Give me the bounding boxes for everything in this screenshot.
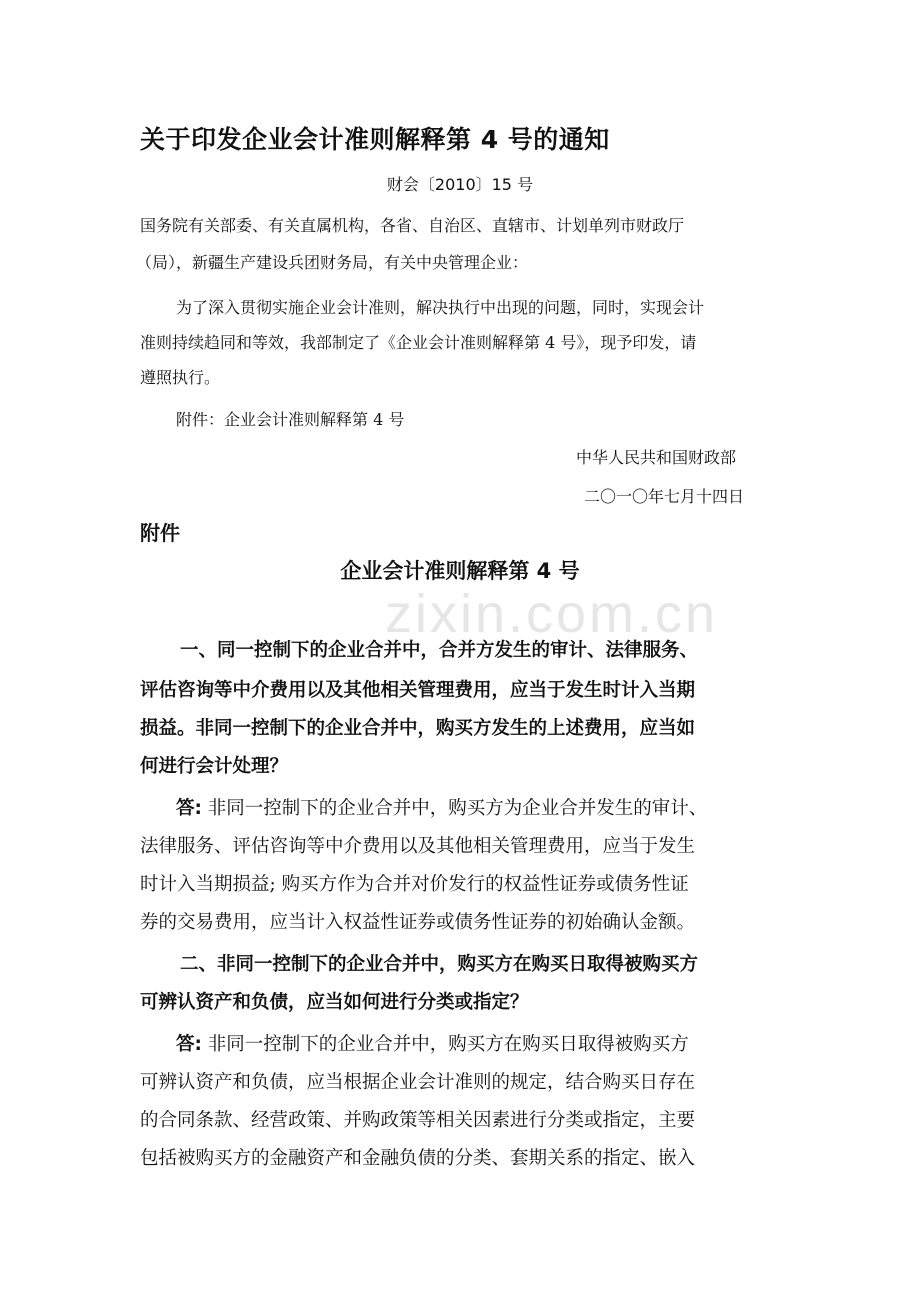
question-1-line: 评估咨询等中介费用以及其他相关管理费用，应当于发生时计入当期 bbox=[140, 680, 696, 701]
answer-label: 答: bbox=[176, 1034, 202, 1055]
answer-text: 非同一控制下的企业合并中，购买方为企业合并发生的审计、 bbox=[201, 798, 708, 819]
addressee bbox=[140, 208, 684, 244]
answer-2-line: 的合同条款、经营政策、并购政策等相关因素进行分类或指定，主要 bbox=[140, 1110, 696, 1131]
answer-1-line: 券的交易费用，应当计入权益性证券或债务性证券的初始确认金额。 bbox=[140, 912, 696, 933]
signature-org: 中华人民共和国财政部 bbox=[576, 448, 737, 467]
question-1-line: 损益。非同一控制下的企业合并中，购买方发生的上述费用，应当如 bbox=[140, 718, 696, 739]
answer-1-line: 时计入当期损益; 购买方作为合并对价发行的权益性证券或债务性证 bbox=[140, 874, 689, 895]
document-number: 财会〔2010〕15 号 bbox=[386, 175, 534, 194]
answer-2-line: 包括被购买方的金融资产和金融负债的分类、套期关系的指定、嵌入 bbox=[140, 1148, 696, 1169]
body-line: 准则持续趋同和等效，我部制定了《企业会计准则解释第 4 号》，现予印发，请 bbox=[140, 333, 697, 352]
watermark: zixin.com.cn bbox=[385, 584, 719, 644]
addressee-cont bbox=[136, 245, 528, 281]
answer-2-line bbox=[176, 1024, 689, 1066]
answer-1-line: 法律服务、评估咨询等中介费用以及其他相关管理费用，应当于发生 bbox=[140, 836, 696, 857]
body-paragraph-cont bbox=[140, 325, 696, 361]
body-line: 为了深入贯彻实施企业会计准则，解决执行中出现的问题，同时，实现会计 bbox=[176, 298, 705, 317]
annex-title: 企业会计准则解释第 4 号 bbox=[340, 559, 580, 583]
annex-heading: 附件 bbox=[140, 521, 180, 545]
document-title: 关于印发企业会计准则解释第 4 号的通知 bbox=[140, 125, 610, 154]
addressee-line: （局），新疆生产建设兵团财务局，有关中央管理企业： bbox=[136, 253, 529, 272]
body-paragraph bbox=[176, 290, 704, 326]
body-line: 遵照执行。 bbox=[140, 368, 221, 387]
addressee-line: 国务院有关部委、有关直属机构，各省、自治区、直辖市、计划单列市财政厅 bbox=[140, 216, 685, 235]
question-1-line: 一、同一控制下的企业合并中，合并方发生的审计、法律服务、 bbox=[180, 640, 699, 661]
question-2-line: 可辨认资产和负债，应当如何进行分类或指定？ bbox=[140, 992, 529, 1013]
answer-text: 非同一控制下的企业合并中，购买方在购买日取得被购买方 bbox=[201, 1034, 689, 1055]
answer-1-line bbox=[176, 788, 707, 830]
body-paragraph-cont bbox=[140, 360, 220, 396]
attachment-reference: 附件：企业会计准则解释第 4 号 bbox=[176, 410, 405, 429]
answer-label: 答: bbox=[176, 798, 202, 819]
signature-date: 二〇一〇年七月十四日 bbox=[584, 487, 745, 506]
question-2-line: 二、非同一控制下的企业合并中，购买方在购买日取得被购买方 bbox=[180, 954, 699, 975]
question-1-line: 何进行会计处理？ bbox=[140, 756, 289, 777]
answer-2-line: 可辨认资产和负债，应当根据企业会计准则的规定，结合购买日存在 bbox=[140, 1072, 696, 1093]
